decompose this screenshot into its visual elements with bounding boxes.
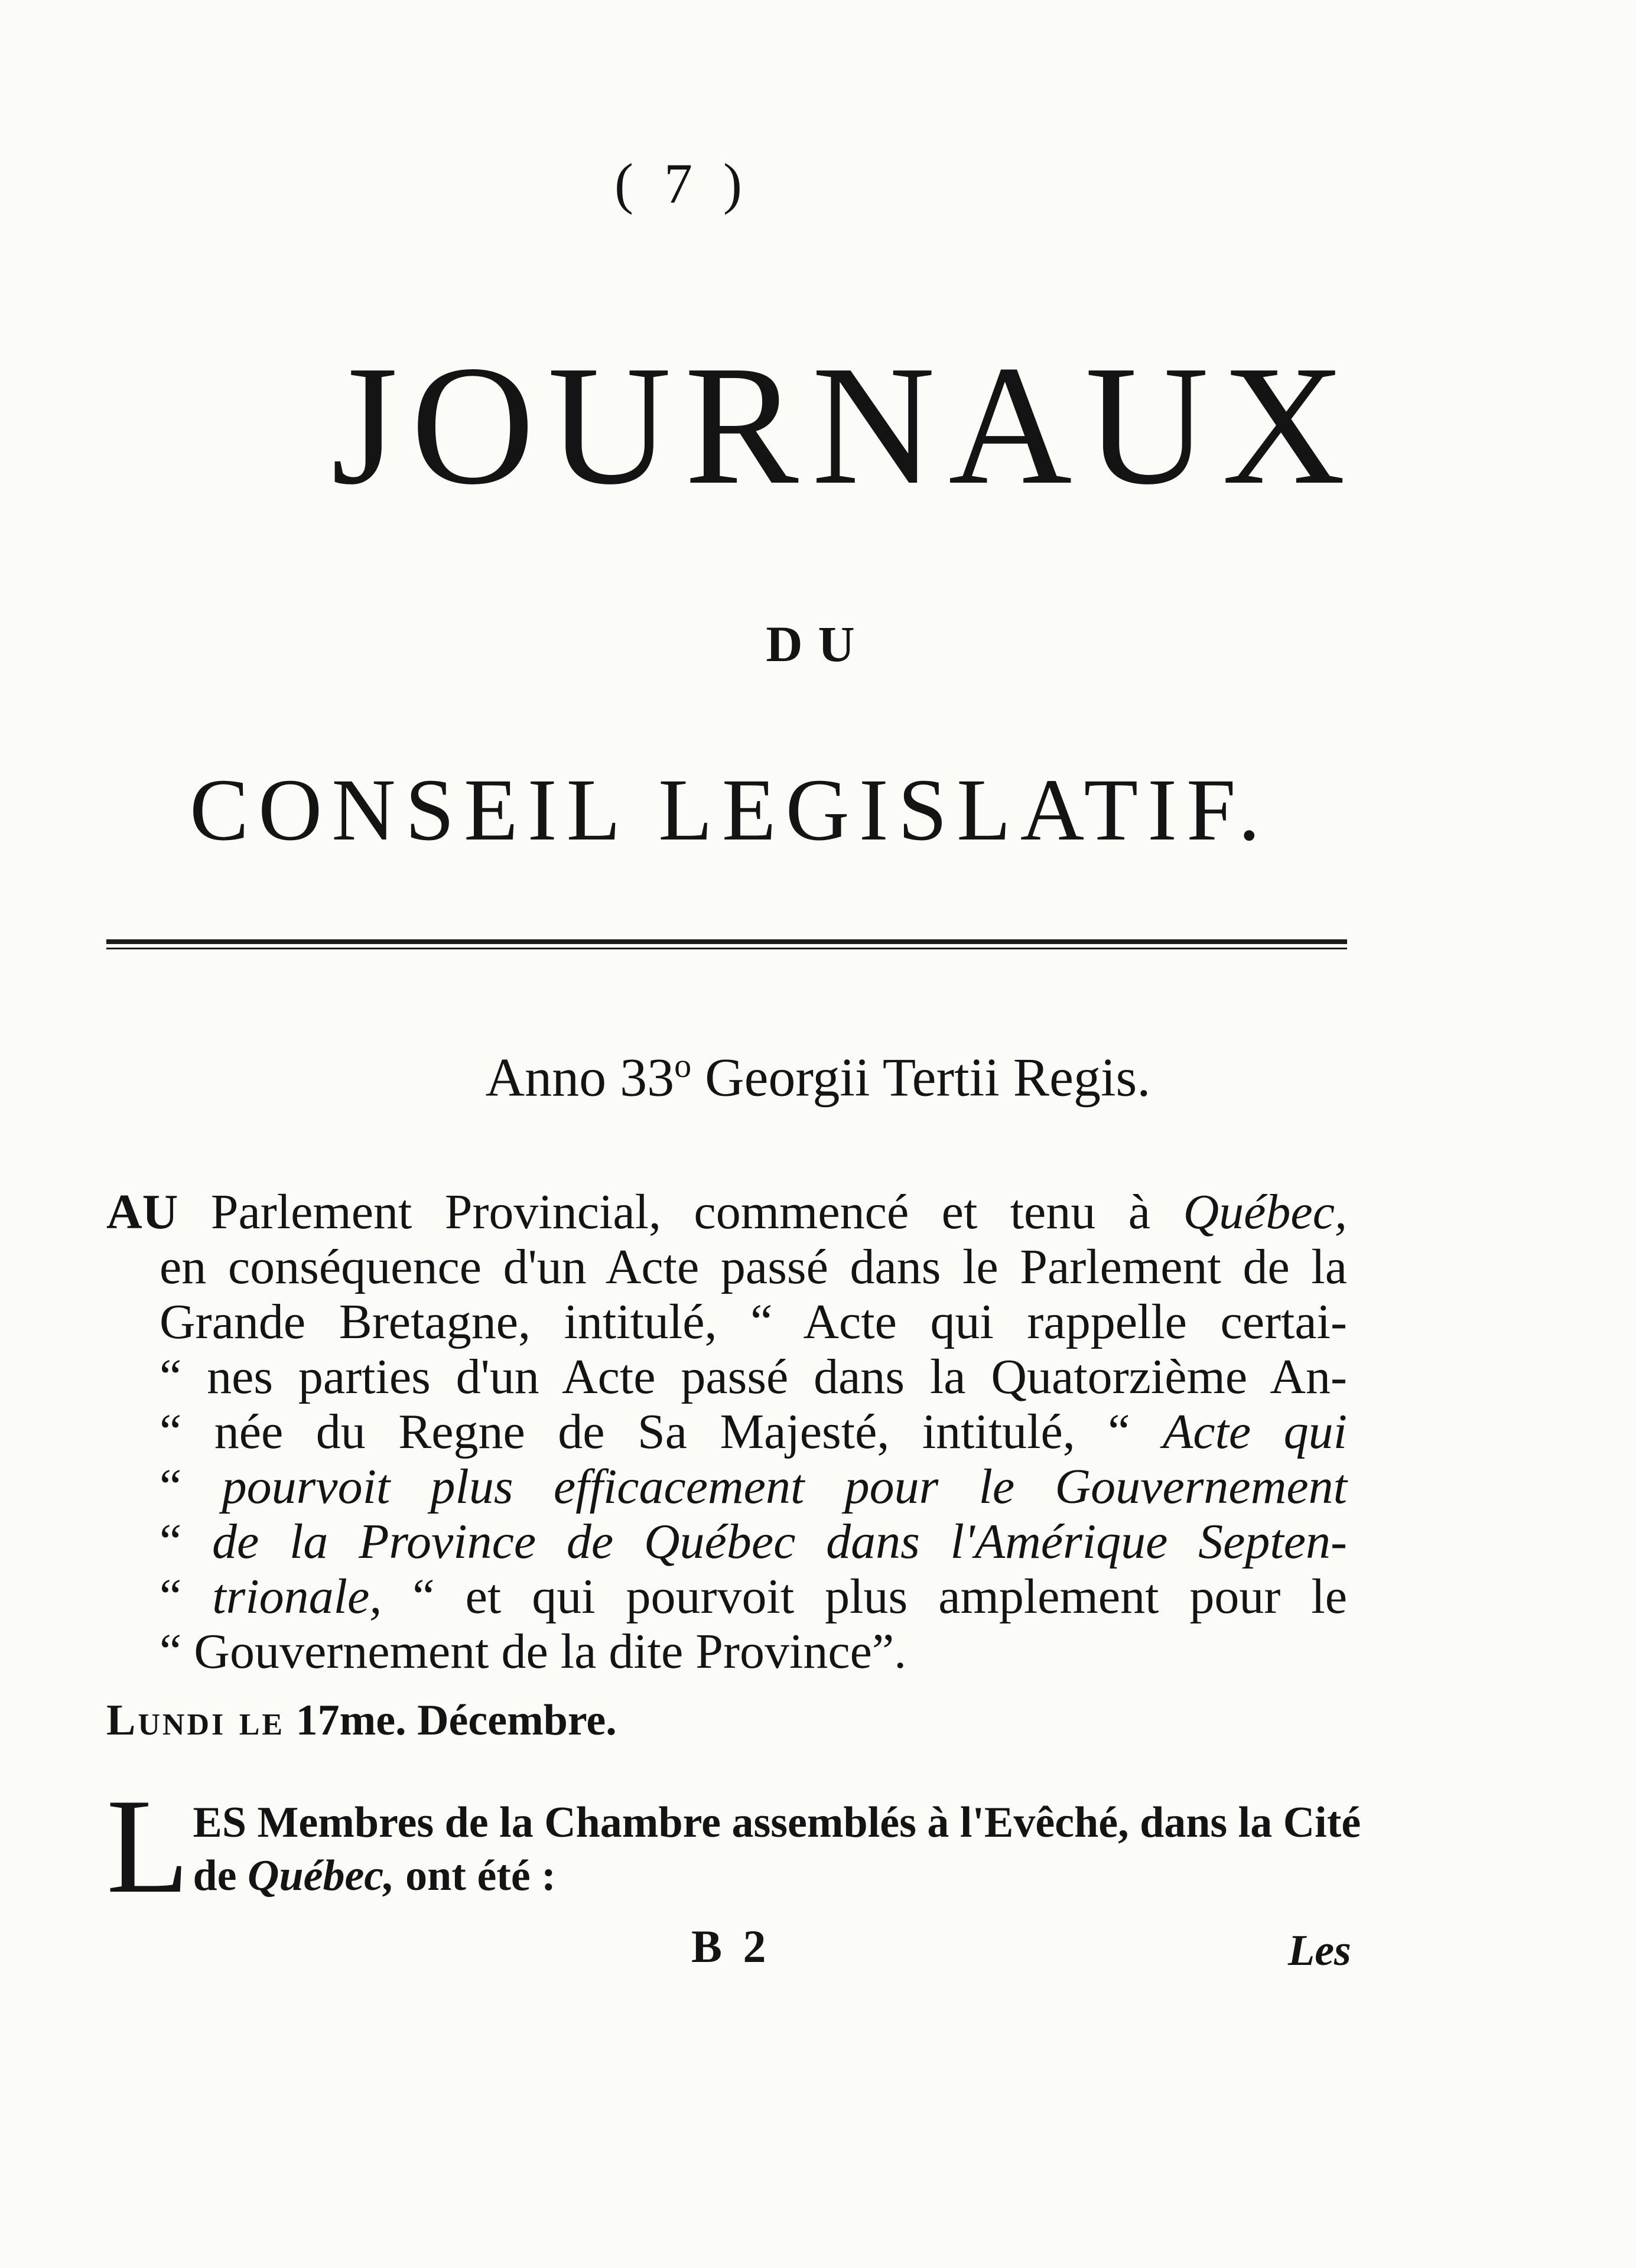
members-place: Québec, xyxy=(248,1852,395,1900)
members-paragraph xyxy=(106,1771,1361,1921)
title-divider xyxy=(106,939,1347,949)
preamble-italic: trionale, xyxy=(212,1569,382,1624)
preamble-text: “ et qui pourvoit plus amplement pour le xyxy=(382,1569,1347,1624)
preamble-line xyxy=(106,1459,1347,1514)
preamble-line: “ nes parties d'un Acte passé dans la Quatorzième An- xyxy=(160,1349,1347,1404)
preamble-line: Grande Bretagne, intitulé, “ Acte qui rappelle certai- xyxy=(160,1294,1347,1349)
members-line: ES Membres de la Chambre assemblés à l'Evêché, dans la Cité xyxy=(193,1798,1361,1847)
session-weekday: Lundi le xyxy=(106,1696,285,1745)
members-line xyxy=(106,1849,1347,1902)
preamble-italic: Acte qui xyxy=(1162,1404,1347,1459)
catchword: Les xyxy=(1288,1927,1351,1975)
preamble-quote-mark: “ xyxy=(160,1459,222,1514)
members-text: ont été : xyxy=(394,1852,556,1900)
preamble-text: “ née du Regne de Sa Majesté, intitulé, “ xyxy=(160,1404,1163,1459)
signature-mark: B 2 xyxy=(691,1921,771,1972)
preamble-line: en conséquence d'un Acte passé dans le Parlement de la xyxy=(160,1239,1347,1294)
regnal-year-ordinal: o xyxy=(674,1046,692,1085)
document-title: JOURNAUX xyxy=(331,330,1359,520)
session-day: 17me. Décembre. xyxy=(285,1696,617,1745)
preamble-line: “ Gouvernement de la dite Province”. xyxy=(160,1624,907,1679)
page-number: ( 7 ) xyxy=(614,152,750,215)
title-connector: DU xyxy=(766,616,870,672)
preamble-line xyxy=(106,1404,1347,1459)
regnal-year xyxy=(0,1046,1636,1109)
preamble-italic: de la Province de Québec dans l'Amérique Septen- xyxy=(212,1514,1347,1569)
preamble-line xyxy=(106,1185,1347,1239)
preamble-place: Québec, xyxy=(1183,1185,1347,1239)
preamble-paragraph xyxy=(106,1185,1347,1679)
session-date xyxy=(106,1696,617,1746)
preamble-line xyxy=(106,1569,1347,1624)
preamble-quote-mark: “ xyxy=(160,1514,213,1569)
regnal-year-number: Anno 33 xyxy=(485,1047,675,1108)
preamble-text: Parlement Provincial, commencé et tenu à xyxy=(178,1185,1183,1239)
regnal-year-text: Georgii Tertii Regis. xyxy=(691,1047,1151,1108)
drop-cap: L xyxy=(106,1771,190,1921)
preamble-italic: pourvoit plus efficacement pour le Gouvernement xyxy=(222,1459,1347,1514)
document-subtitle: CONSEIL LEGISLATIF. xyxy=(189,761,1270,859)
preamble-quote-mark: “ xyxy=(160,1569,213,1624)
members-text: de xyxy=(193,1852,248,1900)
preamble-lead: AU xyxy=(106,1185,178,1239)
preamble-line xyxy=(106,1514,1347,1569)
